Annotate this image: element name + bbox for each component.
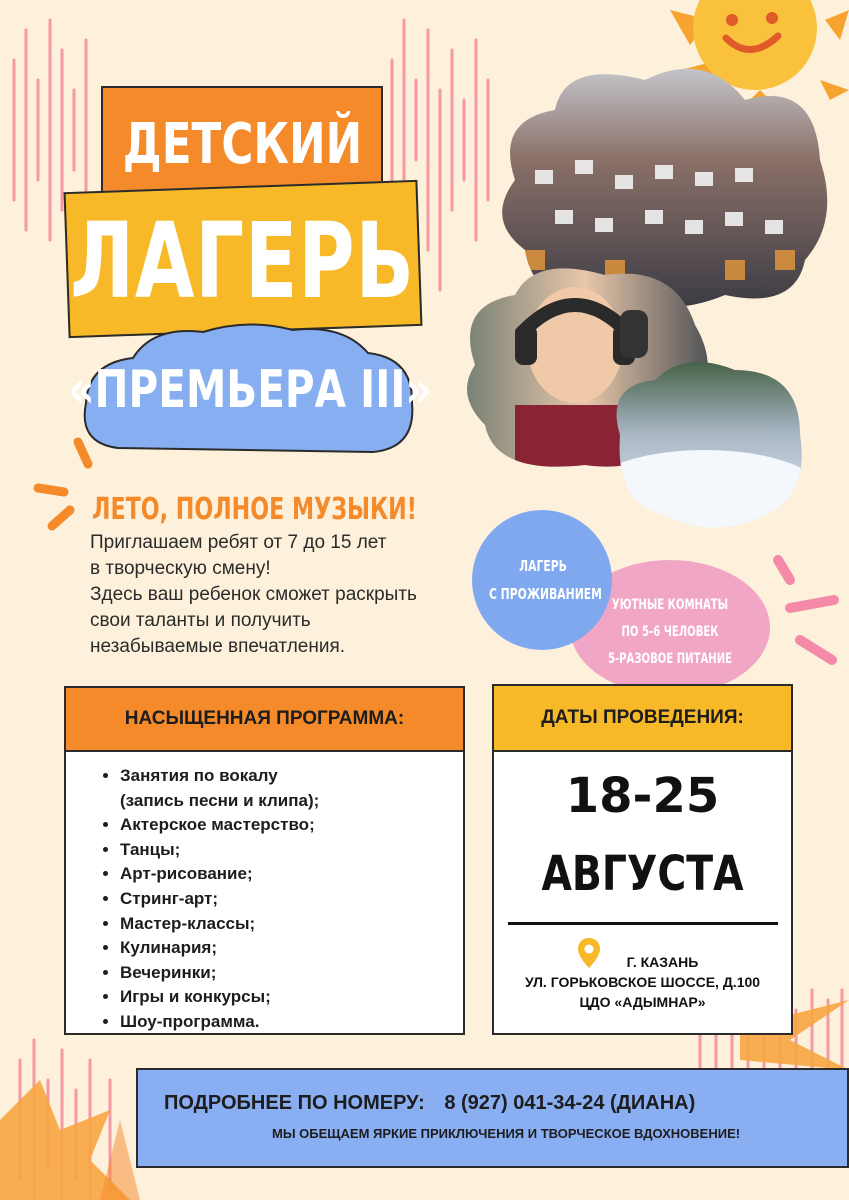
list-item: • Актерское мастерство;	[120, 813, 463, 838]
location-venue: ЦДО «АДЫМНАР»	[579, 994, 706, 1010]
title-line-3: «ПРЕМЬЕРА III»	[68, 360, 432, 420]
contact-phone[interactable]: 8 (927) 041-34-24 (ДИАНА)	[444, 1092, 696, 1114]
list-item: • Игры и конкурсы;	[120, 985, 463, 1010]
dates-days: 18-25	[565, 768, 720, 824]
list-item: • Вечеринки;	[120, 961, 463, 986]
dates-title: ДАТЫ ПРОВЕДЕНИЯ:	[494, 686, 791, 752]
list-item: • Кулинария;	[120, 936, 463, 961]
list-item: • Шоу-программа.	[120, 1010, 463, 1035]
badge-camp-text: ЛАГЕРЬ С ПРОЖИВАНИЕМ	[489, 557, 602, 603]
footer-contact	[136, 1068, 849, 1168]
location	[494, 952, 791, 1012]
contact-line	[164, 1092, 709, 1115]
location-city: Г. КАЗАНЬ	[626, 954, 699, 970]
photo-foam-party	[605, 355, 805, 530]
intro-line: Здесь ваш ребенок сможет раскрыть	[90, 584, 417, 605]
contact-label: ПОДРОБНЕЕ ПО НОМЕРУ:	[164, 1092, 425, 1114]
program-title: НАСЫЩЕННАЯ ПРОГРАММА:	[66, 688, 463, 752]
list-item: • Арт-рисование;	[120, 862, 463, 887]
intro-line: в творческую смену!	[90, 558, 271, 579]
intro-line: Приглашаем ребят от 7 до 15 лет	[90, 532, 387, 553]
list-item: • Занятия по вокалу	[120, 764, 463, 789]
intro-line: незабываемые впечатления.	[90, 636, 346, 657]
list-item: (запись песни и клипа);	[120, 790, 320, 810]
location-street: УЛ. ГОРЬКОВСКОЕ ШОССЕ, Д.100	[524, 974, 761, 990]
dates-month: АВГУСТА	[541, 846, 744, 902]
footer-tagline: МЫ ОБЕЩАЕМ ЯРКИЕ ПРИКЛЮЧЕНИЯ И ТВОРЧЕСКОЕ ВДОХНОВЕНИЕ!	[272, 1126, 741, 1141]
badge-rooms-text: УЮТНЫЕ КОМНАТЫ ПО 5-6 ЧЕЛОВЕК 5-РАЗОВОЕ ПИТАНИЕ	[607, 597, 733, 667]
title-line-2: ЛАГЕРЬ	[70, 200, 415, 322]
slogan: ЛЕТО, ПОЛНОЕ МУЗЫКИ!	[92, 492, 417, 527]
sparkle-icon	[760, 540, 849, 690]
dates-box	[492, 684, 793, 1035]
list-item: • Стринг-арт;	[120, 887, 463, 912]
intro-text	[90, 530, 470, 660]
program-list	[66, 764, 463, 1035]
program-box	[64, 686, 465, 1035]
title-line-1: ДЕТСКИЙ	[122, 112, 363, 177]
list-item: • Танцы;	[120, 838, 463, 863]
intro-line: свои таланты и получить	[90, 610, 311, 631]
divider	[508, 922, 778, 925]
list-item: • Мастер-классы;	[120, 912, 463, 937]
